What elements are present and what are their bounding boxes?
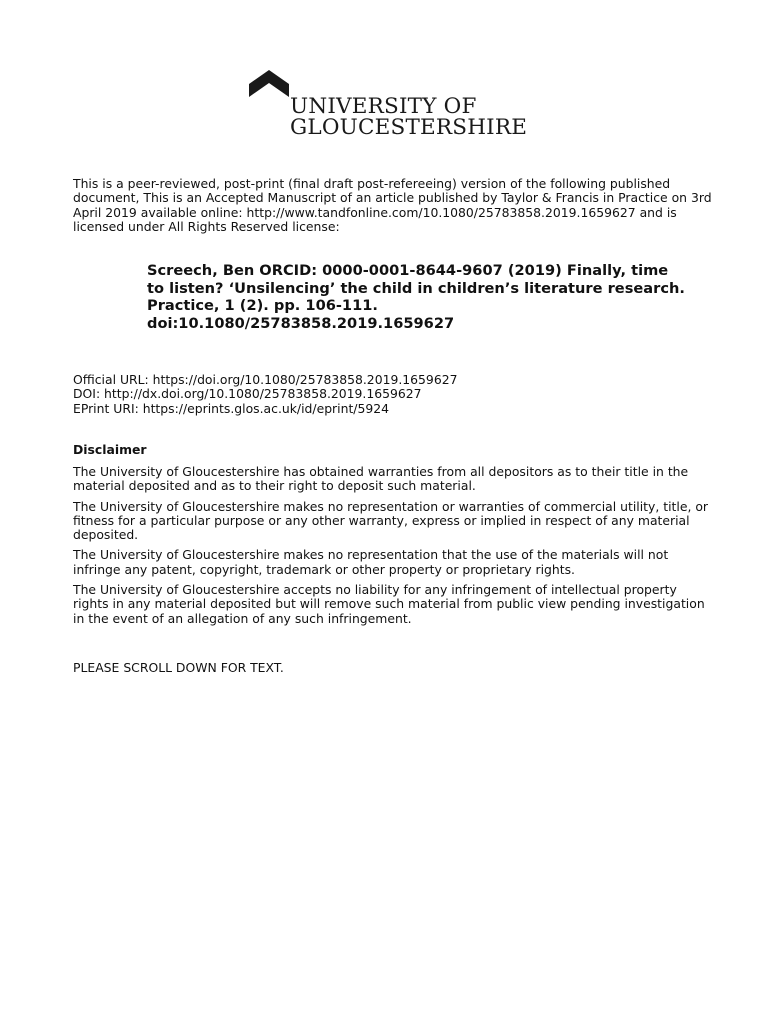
intro-paragraph: This is a peer-reviewed, post-print (final draft post-refereeing) version of the following published document, This is an Accepted Manuscript of an article published by Taylor & Francis in Practice on 3rd April 2019 available online: http://www.tandfonline.com/10.1080/25783858.2019.1659627 and is licensed under All Rights Reserved license:: [73, 176, 712, 234]
logo-line-1: UNIVERSITY OF: [290, 94, 477, 119]
logo-wordmark: [290, 96, 527, 138]
eprint-url: EPrint URI: https://eprints.glos.ac.uk/id/eprint/5924: [73, 400, 390, 416]
disclaimer-paragraph: The University of Gloucestershire makes no representation that the use of the materials will not infringe any patent, copyright, trademark or other property or proprietary rights.: [73, 547, 669, 577]
intro-section: [73, 177, 713, 234]
official-url: Official URL: https://doi.org/10.1080/25783858.2019.1659627: [73, 372, 458, 387]
disclaimer-heading: Disclaimer: [73, 442, 147, 457]
disclaimer-paragraph: The University of Gloucestershire accepts no liability for any infringement of intellectual property rights in any material deposited but will remove such material from public view pending investigation in the event of an allegation of any such infringement.: [73, 582, 705, 626]
doi-url: DOI: http://dx.doi.org/10.1080/25783858.2019.1659627: [73, 386, 422, 402]
university-logo: [249, 70, 539, 140]
chevron-up-icon: [249, 70, 289, 100]
disclaimer-paragraph: The University of Gloucestershire has obtained warranties from all depositors as to their title in the material deposited and as to their right to deposit such material.: [73, 464, 689, 494]
scroll-note: PLEASE SCROLL DOWN FOR TEXT.: [73, 660, 284, 675]
disclaimer-body: [73, 465, 713, 632]
disclaimer-paragraph: The University of Gloucestershire makes no representation or warranties of commercial utility, title, or fitness for a particular purpose or any other warranty, express or implied in respect of any material deposited.: [73, 498, 709, 543]
url-list: [73, 373, 713, 416]
logo-line-2: GLOUCESTERSHIRE: [290, 115, 528, 140]
citation: Screech, Ben ORCID: 0000-0001-8644-9607 (2019) Finally, time to listen? ‘Unsilencing’ the child in children’s literature research. Practice, 1 (2). pp. 106-111. doi:10.1080/25783858.2019.1659627: [147, 262, 685, 332]
